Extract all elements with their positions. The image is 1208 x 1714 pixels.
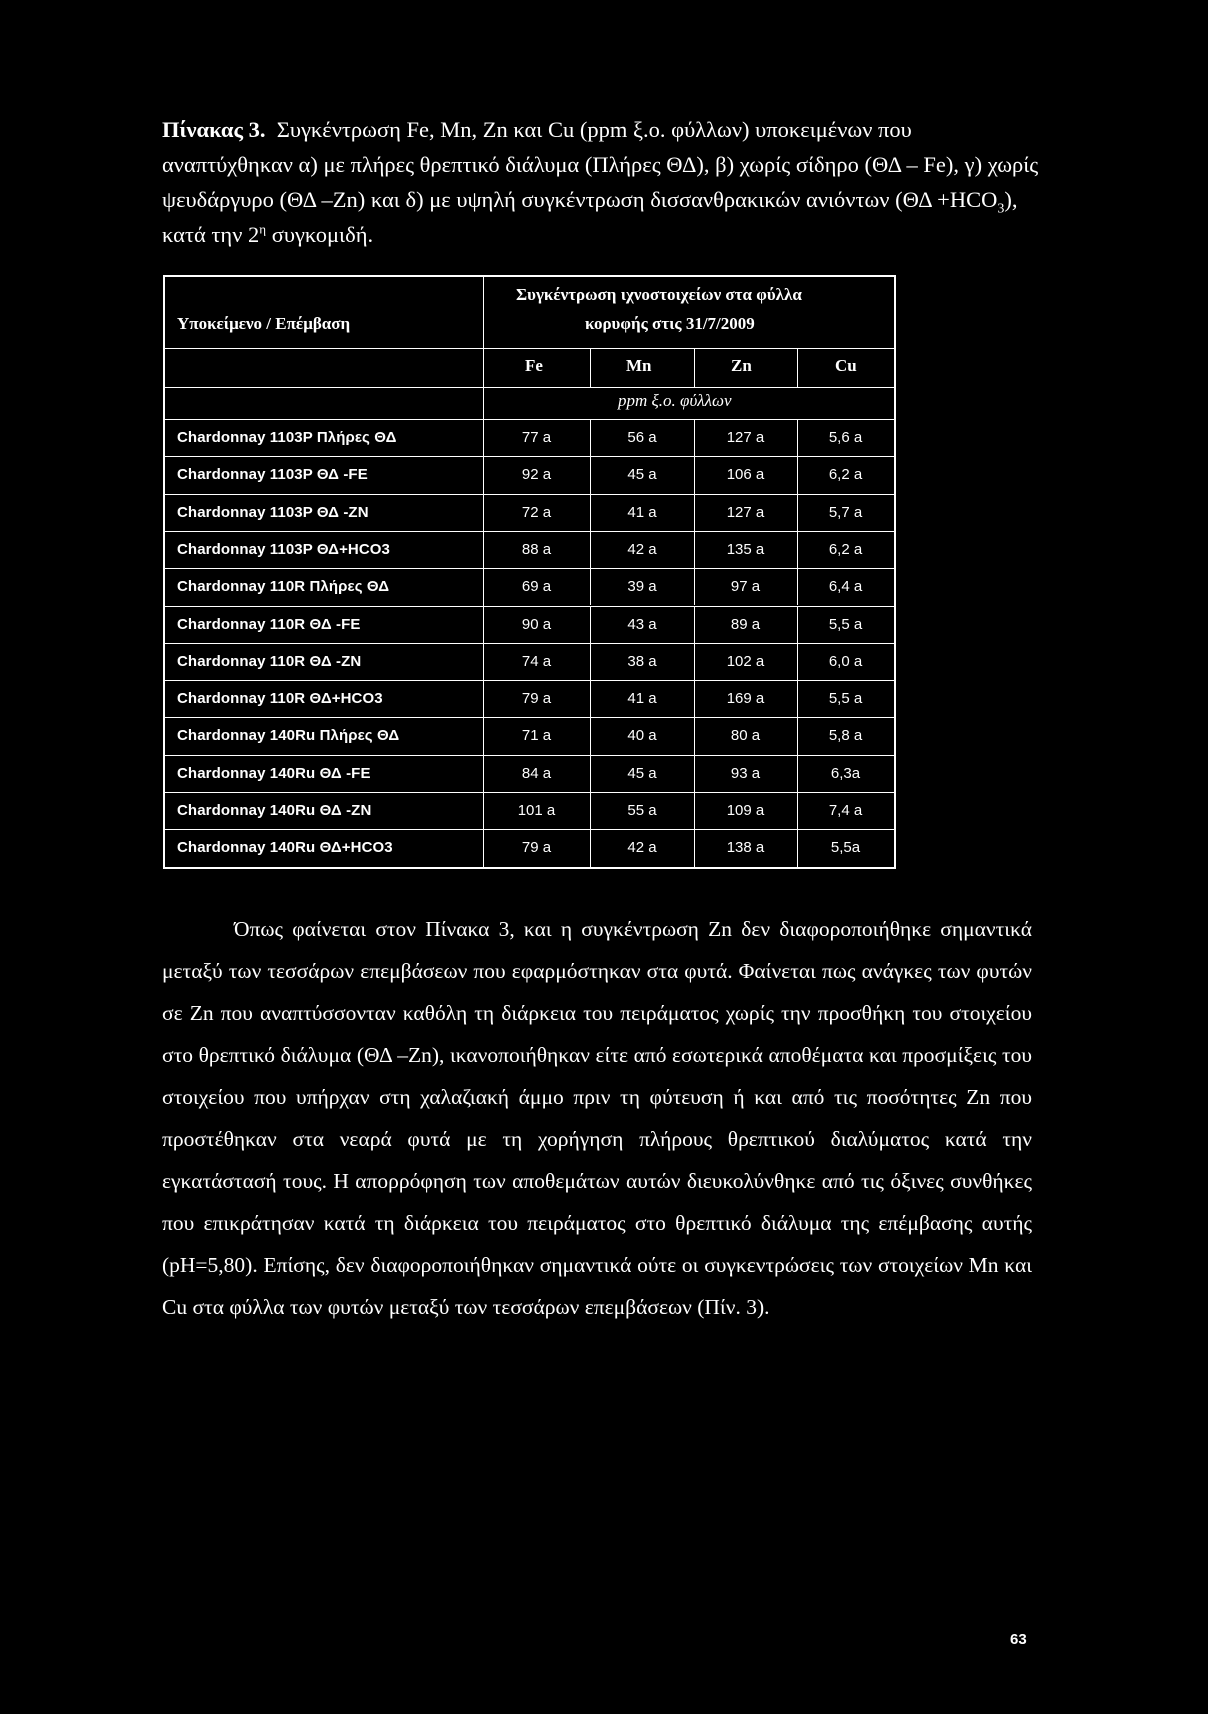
page-number: 63 <box>1010 1631 1027 1648</box>
table-row-label: Chardonnay 140Ru ΘΔ+HCO3 <box>177 839 393 857</box>
table-cell-cu: 7,4 a <box>828 802 863 819</box>
table-cell-fe: 79 a <box>521 839 552 857</box>
table-cell-fe: 88 a <box>521 540 552 558</box>
table-cell-fe: 79 a <box>521 690 552 708</box>
table-row-label: Chardonnay 110R Πλήρες ΘΔ <box>177 578 390 596</box>
table-cell-fe: 92 a <box>521 466 552 484</box>
column-header-fe: Fe <box>525 356 543 375</box>
table-cell-zn: 97 a <box>730 578 761 596</box>
table-cell-mn: 42 a <box>627 839 657 857</box>
table-cell-fe: 74 a <box>521 652 552 670</box>
table-cell-zn: 109 a <box>726 802 765 819</box>
table-cell-cu: 6,2 a <box>828 540 863 558</box>
group-header-line1: Συγκέντρωση ιχνοστοιχείων στα φύλλα <box>516 285 802 304</box>
table-cell-mn: 42 a <box>627 540 657 558</box>
table-cell-fe: 77 a <box>521 429 552 446</box>
table-cell-zn: 106 a <box>726 466 765 484</box>
table-cell-mn: 55 a <box>627 802 657 819</box>
table-cell-zn: 169 a <box>726 690 765 708</box>
table-cell-cu: 6,0 a <box>828 652 863 670</box>
column-header-cu: Cu <box>835 356 857 375</box>
table-cell-mn: 41 a <box>627 690 657 708</box>
caption-text-2: ), κατά την 2 <box>162 187 1018 247</box>
table-cell-mn: 41 a <box>627 503 657 521</box>
table-cell-mn: 40 a <box>627 727 657 745</box>
table-cell-zn: 93 a <box>730 764 761 782</box>
table-row-label: Chardonnay 110R ΘΔ -ZN <box>177 652 362 670</box>
table-cell-zn: 127 a <box>726 503 765 521</box>
table-cell-mn: 45 a <box>627 764 657 782</box>
data-table <box>163 275 896 869</box>
table-cell-zn: 102 a <box>726 652 765 670</box>
table-cell-cu: 6,3a <box>830 764 861 782</box>
discussion-paragraph <box>162 908 1032 1328</box>
units-label: ppm ξ.ο. φύλλων <box>618 391 732 410</box>
table-cell-zn: 127 a <box>726 429 765 446</box>
caption-label: Πίνακας 3. <box>162 117 266 142</box>
table-row-label: Chardonnay 140Ru ΘΔ -ZN <box>177 802 372 819</box>
table-cell-zn: 138 a <box>726 839 765 857</box>
table-row-label: Chardonnay 140Ru ΘΔ -FE <box>177 764 371 782</box>
paragraph-text: Όπως φαίνεται στον Πίνακα 3, και η συγκέντρωση Zn δεν διαφοροποιήθηκε σημαντικά μεταξύ των τεσσάρων επεμβάσεων που εφαρμόστηκαν στα φυτά. Φαίνεται πως ανάγκες των φυτών σε Zn που αναπτύσσονταν καθόλη τη διάρκεια του πειράματος χωρίς την προσθήκη του στοιχείου στο θρεπτικό διάλυμα (ΘΔ –Zn), ικανοποιήθηκαν είτε από εσωτερικά αποθέματα και προσμίξεις του στοιχείου που υπήρχαν στη χαλαζιακή άμμο πριν τη φύτευση ή και από τις ποσότητες Zn που προστέθηκαν στα νεαρά φυτά με τη χορήγηση πλήρους θρεπτικού διαλύματος κατά την εγκατάστασή τους. Η απορρόφηση των αποθεμάτων αυτών διευκολύνθηκε από τις όξινες συνθήκες που επικράτησαν κατά τη διάρκεια του πειράματος στο θρεπτικό διάλυμα της επέμβασης αυτής (pH=5,80). Επίσης, δεν διαφοροποιήθηκαν σημαντικά ούτε οι συγκεντρώσεις των στοιχείων Mn και Cu στα φύλλα των φυτών μεταξύ των τεσσάρων επεμβάσεων (Πίν. 3). <box>162 917 1032 1319</box>
table-cell-cu: 5,6 a <box>828 429 863 446</box>
table-row-label: Chardonnay 1103P ΘΔ -ZN <box>177 503 369 521</box>
table-row-label: Chardonnay 1103P ΘΔ+HCO3 <box>177 540 391 558</box>
caption-text-3: συγκομιδή. <box>266 222 374 247</box>
table-cell-mn: 38 a <box>627 652 657 670</box>
table-cell-cu: 5,5a <box>830 839 861 857</box>
group-header-line2: κορυφής στις 31/7/2009 <box>585 314 755 333</box>
table-cell-fe: 84 a <box>521 764 552 782</box>
table-row-label: Chardonnay 140Ru Πλήρες ΘΔ <box>177 727 400 745</box>
table-cell-cu: 5,8 a <box>828 727 863 745</box>
table-cell-mn: 56 a <box>627 429 657 446</box>
table-caption <box>162 112 1042 252</box>
table-cell-cu: 5,7 a <box>828 503 863 521</box>
table-cell-zn: 89 a <box>730 615 761 633</box>
caption-subscript: 3 <box>997 201 1005 217</box>
table-cell-fe: 71 a <box>521 727 552 745</box>
table-cell-mn: 45 a <box>627 466 657 484</box>
table-cell-zn: 135 a <box>726 540 765 558</box>
table-row-label: Chardonnay 1103P ΘΔ -FE <box>177 466 368 484</box>
caption-superscript: η <box>259 221 267 237</box>
table-cell-fe: 69 a <box>521 578 552 596</box>
table-cell-fe: 72 a <box>521 503 552 521</box>
row-header: Υποκείμενο / Επέμβαση <box>177 314 351 333</box>
table-cell-cu: 5,5 a <box>828 615 863 633</box>
table-cell-fe: 90 a <box>521 615 552 633</box>
table-cell-zn: 80 a <box>730 727 761 745</box>
table-cell-fe: 101 a <box>517 802 556 819</box>
column-header-mn: Mn <box>626 356 652 375</box>
table-cell-mn: 39 a <box>627 578 657 596</box>
table-cell-cu: 5,5 a <box>828 690 863 708</box>
table-row-label: Chardonnay 110R ΘΔ+HCO3 <box>177 690 383 708</box>
table-row-label: Chardonnay 110R ΘΔ -FE <box>177 615 361 633</box>
table-row-label: Chardonnay 1103P Πλήρες ΘΔ <box>177 429 397 446</box>
table-cell-cu: 6,4 a <box>828 578 863 596</box>
column-header-zn: Zn <box>731 356 752 375</box>
table-cell-cu: 6,2 a <box>828 466 863 484</box>
caption-text: Συγκέντρωση Fe, Mn, Zn και Cu (ppm ξ.ο. φύλλων) υποκειμένων που αναπτύχθηκαν α) με πλήρες θρεπτικό διάλυμα (Πλήρες ΘΔ), β) χωρίς σίδηρο (ΘΔ – Fe), γ) χωρίς ψευδάργυρο (ΘΔ –Zn) και δ) με υψηλή συγκέντρωση δισσανθρακικών ανιόντων (ΘΔ +HCO <box>162 117 1039 212</box>
table-cell-mn: 43 a <box>627 615 657 633</box>
